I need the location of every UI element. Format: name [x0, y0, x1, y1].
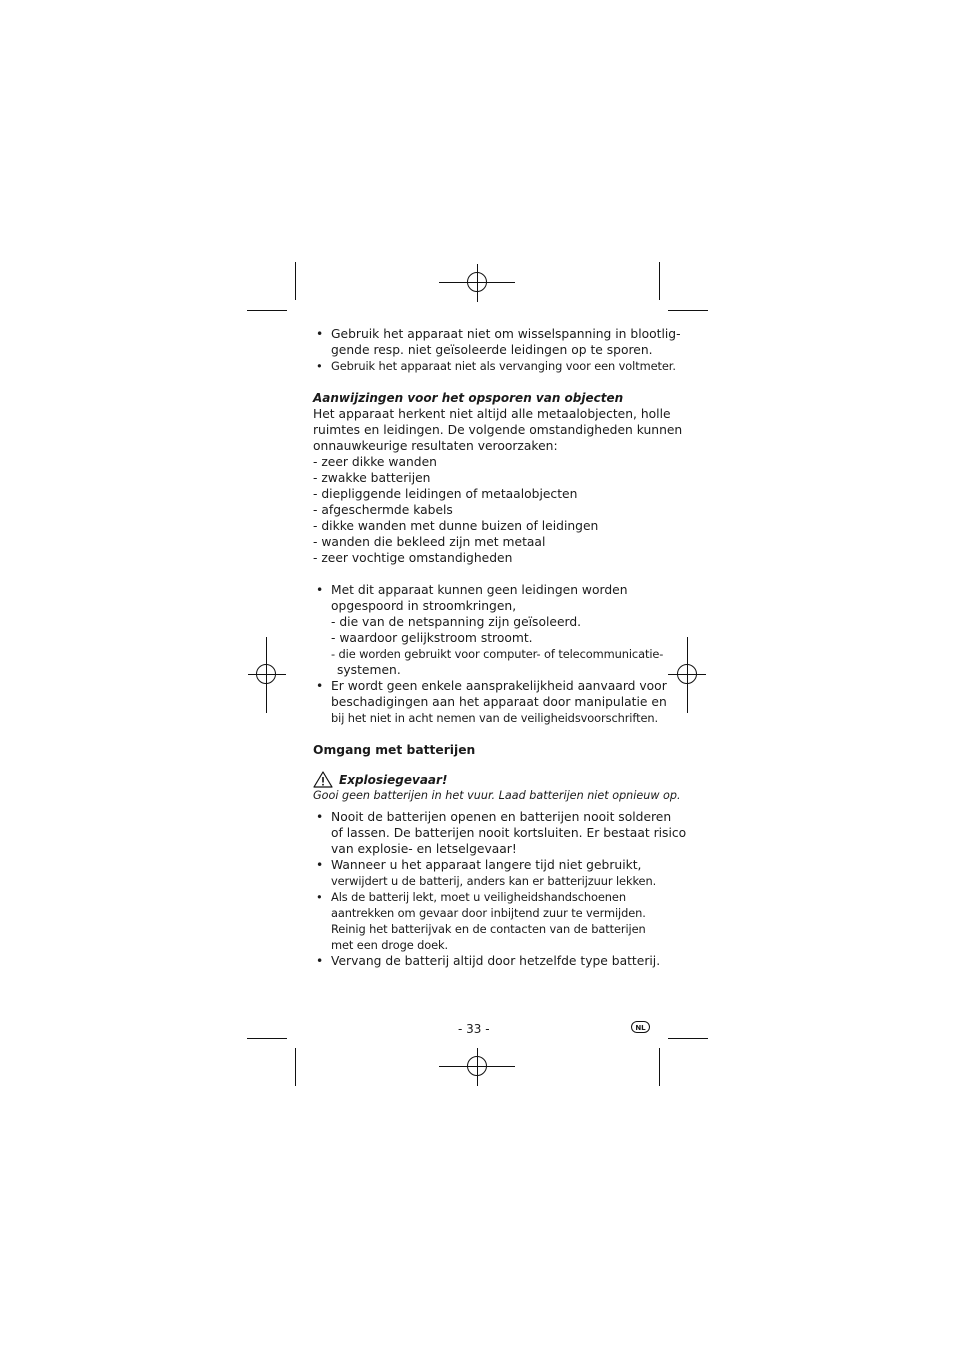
- warning-title: Explosiegevaar!: [339, 773, 448, 787]
- text-line: bij het niet in acht nemen van de veiligheidsvoorschriften.: [331, 711, 658, 725]
- text-line: • Wanneer u het apparaat langere tijd niet gebruikt,: [331, 858, 642, 872]
- bullet-item: [313, 358, 676, 374]
- list-item: - wanden die bekleed zijn met metaal: [313, 535, 546, 549]
- bullet-item: [313, 953, 661, 969]
- list-item: - afgeschermde kabels: [313, 503, 453, 517]
- list-item: - zeer dikke wanden: [313, 455, 437, 469]
- text-line: • Met dit apparaat kunnen geen leidingen worden: [331, 583, 628, 597]
- list-item: - diepliggende leidingen of metaalobjecten: [313, 487, 578, 501]
- text-line: Reinig het batterijvak en de contacten van de batterijen: [331, 922, 646, 936]
- sub-list-item: - die van de netspanning zijn geïsoleerd.: [331, 615, 582, 629]
- bullet-item: [313, 582, 643, 614]
- text-line: Het apparaat herkent niet altijd alle metaalobjecten, holle: [313, 407, 671, 421]
- text-line: onnauwkeurige resultaten veroorzaken:: [313, 439, 558, 453]
- bullet-item: [313, 326, 681, 358]
- text-line: • Gebruik het apparaat niet om wisselspanning in blootlig-: [331, 327, 681, 341]
- text-line: verwijdert u de batterij, anders kan er batterijzuur lekken.: [331, 874, 657, 888]
- page-content: [313, 326, 687, 969]
- list-item: - zwakke batterijen: [313, 471, 431, 485]
- sub-list-item: - waardoor gelijkstroom stroomt.: [331, 631, 533, 645]
- section-heading: Aanwijzingen voor het opsporen van objecten: [313, 391, 624, 405]
- bullet-item: [313, 678, 667, 726]
- bullet-item: [313, 809, 687, 857]
- sub-list-item: - die worden gebruikt voor computer- of telecommunicatie-: [331, 647, 664, 661]
- sub-list-item: systemen.: [337, 663, 401, 677]
- list-item: - zeer vochtige omstandigheden: [313, 551, 513, 565]
- text-line: met een droge doek.: [331, 938, 449, 952]
- warning-triangle-icon: [313, 771, 333, 788]
- language-badge: NL: [631, 1021, 650, 1033]
- text-line: gende resp. niet geïsoleerde leidingen op te sporen.: [331, 343, 653, 357]
- text-line: • Er wordt geen enkele aansprakelijkheid aanvaard voor: [331, 679, 667, 693]
- text-line: • Gebruik het apparaat niet als vervanging voor een voltmeter.: [331, 359, 676, 373]
- text-line: of lassen. De batterijen nooit kortsluiten. Er bestaat risico: [331, 826, 687, 840]
- text-line: opgespoord in stroomkringen,: [331, 599, 517, 613]
- warning-header: [313, 770, 643, 788]
- page-number: - 33 -: [458, 1022, 490, 1036]
- text-line: ruimtes en leidingen. De volgende omstandigheden kunnen: [313, 423, 683, 437]
- section-heading: Omgang met batterijen: [313, 743, 476, 757]
- text-line: beschadigingen aan het apparaat door manipulatie en: [331, 695, 667, 709]
- text-line: • Als de batterij lekt, moet u veiligheidshandschoenen: [331, 890, 626, 904]
- list-item: - dikke wanden met dunne buizen of leidingen: [313, 519, 599, 533]
- text-line: • Vervang de batterij altijd door hetzelfde type batterij.: [331, 954, 661, 968]
- warning-text: Gooi geen batterijen in het vuur. Laad batterijen niet opnieuw op.: [313, 789, 681, 802]
- text-line: • Nooit de batterijen openen en batterijen nooit solderen: [331, 810, 672, 824]
- text-line: aantrekken om gevaar door inbijtend zuur te vermijden.: [331, 906, 646, 920]
- text-line: van explosie- en letselgevaar!: [331, 842, 517, 856]
- bullet-item: [313, 889, 646, 953]
- bullet-item: [313, 857, 657, 889]
